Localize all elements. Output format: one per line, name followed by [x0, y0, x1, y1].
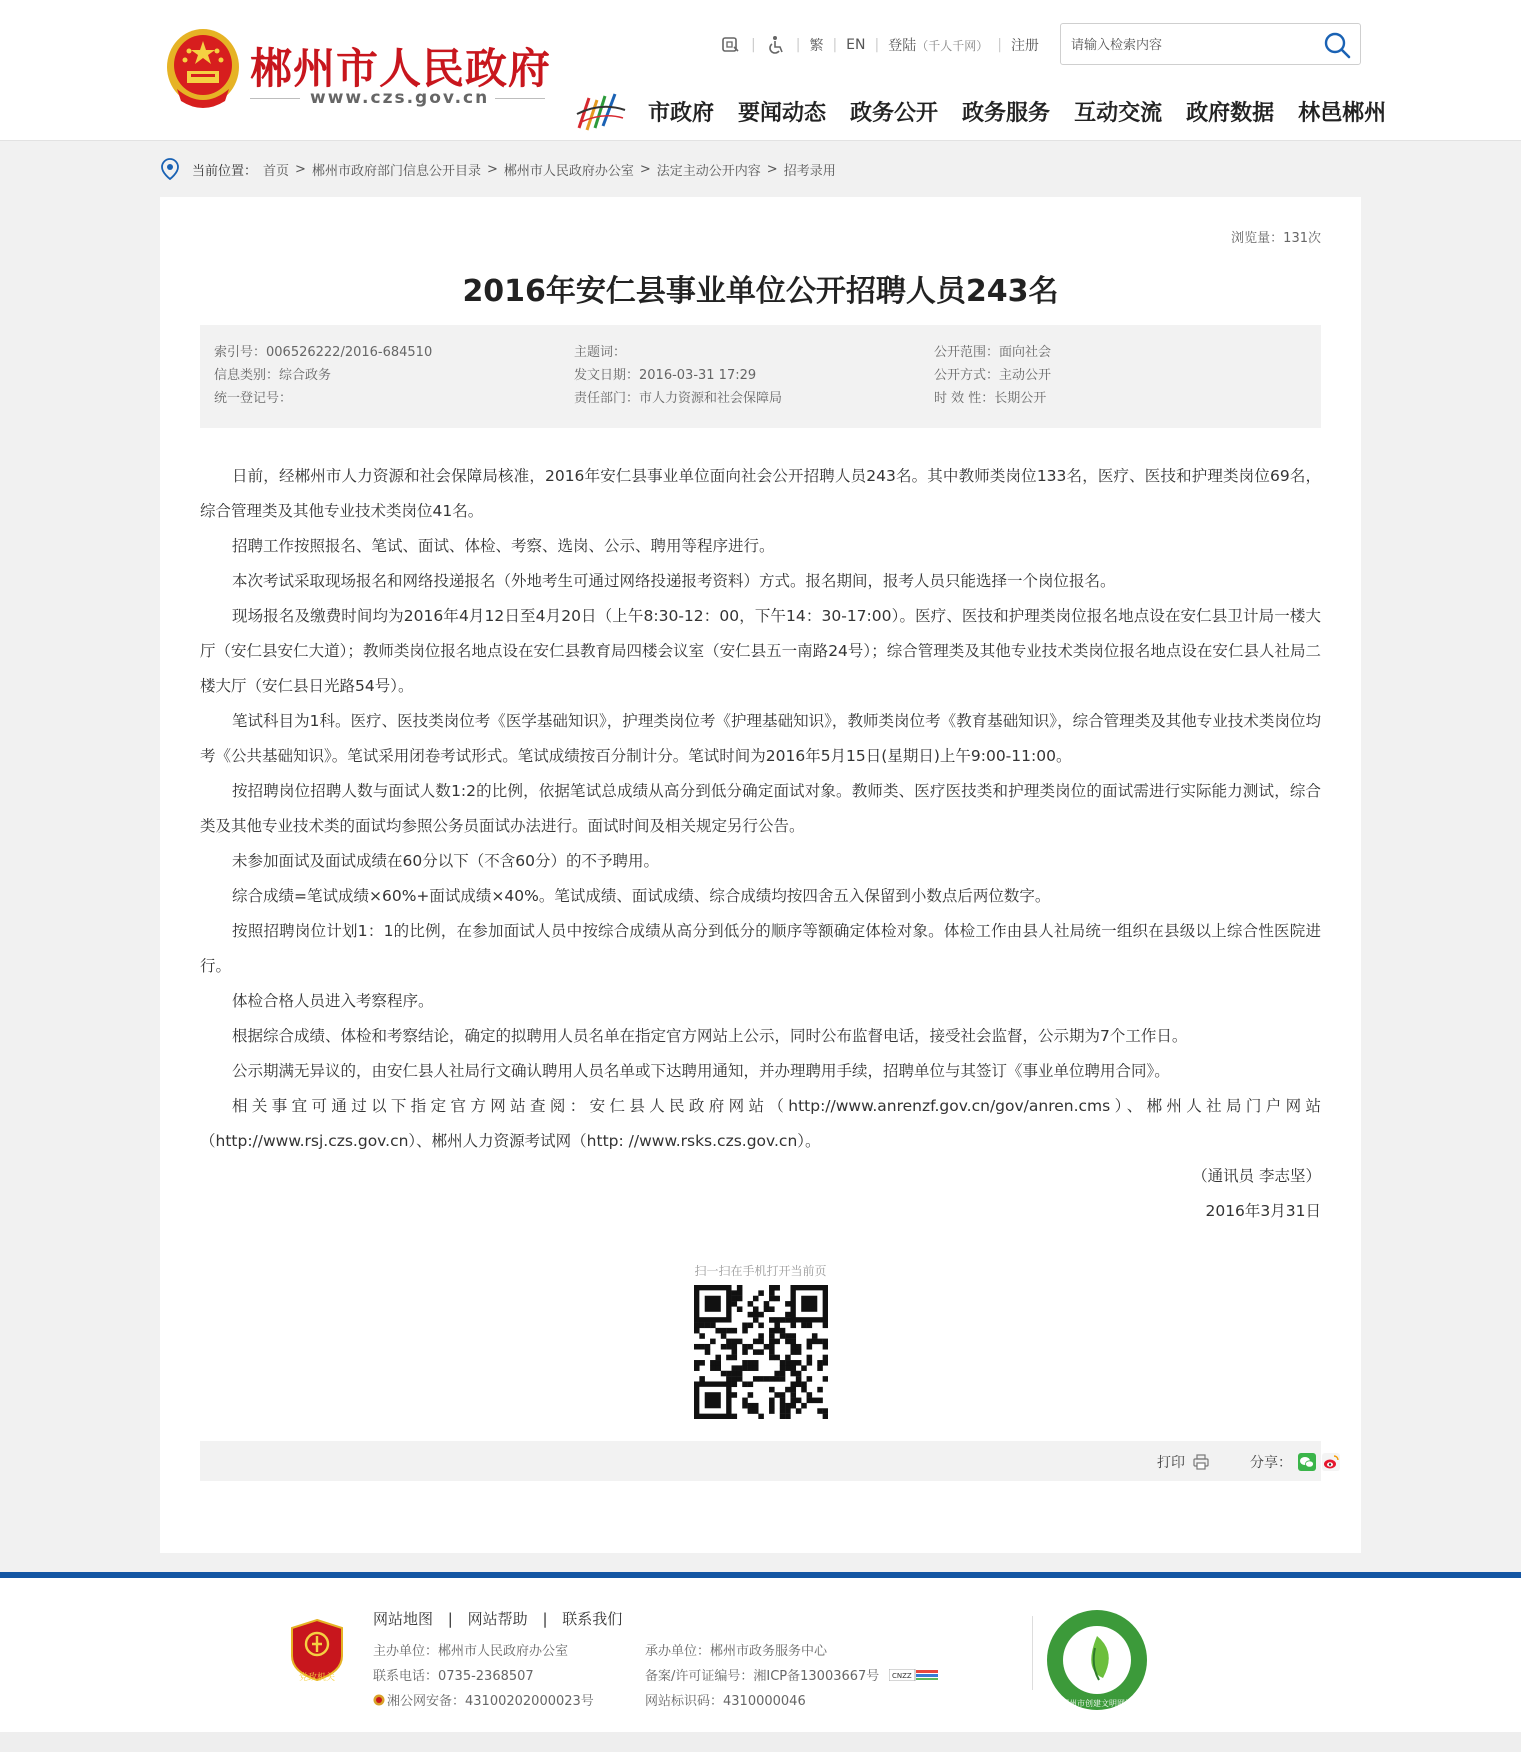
article-meta: [200, 325, 1321, 428]
paragraph: 根据综合成绩、体检和考察结论，确定的拟聘用人员名单在指定官方网站上公示，同时公布监督电话，接受社会监督，公示期为7个工作日。: [232, 1027, 1188, 1045]
breadcrumb: [160, 158, 836, 180]
qr-caption: 扫一扫在手机打开当前页: [694, 1264, 827, 1278]
site-url: www.czs.gov.cn: [310, 88, 490, 108]
share-group: [1250, 1452, 1340, 1472]
breadcrumb-separator: >: [766, 161, 778, 177]
paragraph: 公示期满无异议的，由安仁县人社局行文确认聘用人员名单或下达聘用通知，并办理聘用手续，招聘单位与其签订《事业单位聘用合同》。: [232, 1062, 1170, 1080]
article-card: [160, 197, 1361, 1553]
civil-badge-text: 郴州市创建文明网站: [1061, 1699, 1133, 1708]
search-button[interactable]: [1322, 30, 1352, 60]
separator: |: [542, 1610, 548, 1628]
paragraph: 体检合格人员进入考察程序。: [232, 992, 434, 1010]
search-icon: [1322, 30, 1352, 60]
linyi-logo-icon: [575, 88, 627, 134]
footer-police-record: [373, 1690, 594, 1709]
party-badge-text: 党政机关: [298, 1673, 335, 1683]
login-link[interactable]: 登陆: [888, 38, 917, 54]
print-label: 打印: [1157, 1455, 1185, 1471]
site-footer: [0, 1572, 1521, 1732]
qr-section: [160, 1262, 1361, 1423]
nav-item-city-gov[interactable]: 市政府: [648, 101, 715, 126]
article-date: 2016年3月31日: [1205, 1202, 1321, 1220]
accessibility-font-icon[interactable]: [720, 35, 742, 55]
breadcrumb-recruitment[interactable]: 招考录用: [783, 163, 836, 179]
paragraph: 日前，经郴州市人力资源和社会保障局核准，2016年安仁县事业单位面向社会公开招聘人员243名。其中教师类岗位133名，医疗、医技和护理类岗位69名，综合管理类及其他专业技术类岗位41名。: [200, 467, 1321, 520]
search-box: [1060, 23, 1361, 65]
paragraph: 相关事宜可通过以下指定官方网站查阅：安仁县人民政府网站（http://www.anrenzf.gov.cn/gov/anren.cms）、郴州人社局门户网站（http://www.rsj.czs.gov.cn）、郴州人力资源考试网（http: //www.rsks.czs.gov.cn）。: [200, 1097, 1321, 1150]
article-signature: （通讯员 李志坚）: [1192, 1167, 1321, 1185]
footer-link-help[interactable]: 网站帮助: [467, 1610, 528, 1628]
footer-phone: 联系电话：0735-2368507: [373, 1669, 534, 1684]
footer-site-code: 网站标识码：4310000046: [645, 1694, 806, 1709]
nav-item-linyi-chenzhou[interactable]: 林邑郴州: [1298, 101, 1387, 126]
breadcrumb-separator: >: [639, 161, 651, 177]
printer-icon: [1193, 1454, 1209, 1470]
nav-item-gov-affairs-open[interactable]: 政务公开: [850, 101, 939, 126]
svg-text:CNZZ: CNZZ: [892, 1672, 913, 1680]
paragraph: 按照招聘岗位计划1：1的比例，在参加面试人员中按综合成绩从高分到低分的顺序等额确定体检对象。体检工作由县人社局统一组织在县级以上综合性医院进行。: [200, 922, 1321, 975]
national-emblem-icon[interactable]: [165, 27, 241, 111]
nav-item-gov-services[interactable]: 政务服务: [962, 101, 1051, 126]
nav-item-interaction[interactable]: 互动交流: [1074, 101, 1163, 126]
paragraph: 笔试科目为1科。医疗、医技类岗位考《医学基础知识》，护理类岗位考《护理基础知识》，教师类岗位考《教育基础知识》，综合管理类及其他专业技术类岗位均考《公共基础知识》。笔试采用闭卷考试形式。笔试成绩按百分制计分。笔试时间为2016年5月15日(星期日)上午9:00-11:00。: [200, 712, 1321, 765]
separator: |: [795, 37, 801, 53]
breadcrumb-separator: >: [295, 161, 306, 177]
nav-item-gov-data[interactable]: 政府数据: [1186, 101, 1275, 126]
paragraph: 本次考试采取现场报名和网络投递报名（外地考生可通过网络投递报考资料）方式。报名期间，报考人员只能选择一个岗位报名。: [232, 572, 1116, 590]
breadcrumb-gov-office[interactable]: 郴州市人民政府办公室: [503, 163, 634, 179]
footer-organizer: 承办单位：郴州市政务服务中心: [645, 1644, 828, 1659]
separator: |: [832, 37, 838, 53]
site-url-row: [250, 88, 545, 108]
breadcrumb-dept-catalog[interactable]: 郴州市政府部门信息公开目录: [311, 163, 481, 179]
share-label: 分享：: [1250, 1455, 1292, 1471]
article-body: [200, 459, 1321, 1229]
meta-method: 公开方式：主动公开: [934, 368, 1052, 383]
login-note: （千人千网）: [916, 38, 989, 53]
divider: [1032, 1616, 1033, 1690]
qr-code-icon: [694, 1285, 828, 1419]
print-button[interactable]: [1157, 1452, 1209, 1472]
cnzz-stats-icon[interactable]: [889, 1669, 939, 1681]
paragraph: 按招聘岗位招聘人数与面试人数1:2的比例，依据笔试总成绩从高分到低分确定面试对象。教师类、医疗医技类和护理类岗位的面试需进行实际能力测试，综合类及其他专业技术类的面试均参照公务员面试办法进行。面试时间及相关规定另行公告。: [200, 782, 1321, 835]
civilized-website-badge-icon[interactable]: [1045, 1608, 1149, 1712]
footer-links: [373, 1608, 622, 1629]
weibo-icon[interactable]: [1322, 1453, 1340, 1471]
meta-validity: 时 效 性：长期公开: [934, 391, 1047, 406]
share-bar: [200, 1441, 1321, 1481]
meta-scope: 公开范围：面向社会: [934, 345, 1052, 360]
separator: |: [997, 37, 1002, 53]
location-pin-icon: [160, 158, 180, 180]
article-title: 2016年安仁县事业单位公开招聘人员243名: [462, 274, 1059, 309]
divider: [250, 98, 300, 99]
footer-link-contact[interactable]: 联系我们: [562, 1610, 623, 1628]
breadcrumb-separator: >: [486, 161, 498, 177]
paragraph: 综合成绩=笔试成绩×60%+面试成绩×40%。笔试成绩、面试成绩、综合成绩均按四舍五入保留到小数点后两位数字。: [232, 887, 1051, 905]
separator: |: [447, 1610, 453, 1628]
paragraph: 未参加面试及面试成绩在60分以下（不含60分）的不予聘用。: [232, 852, 659, 870]
meta-info-category: 信息类别：综合政务: [214, 368, 332, 383]
view-count: 浏览量：131次: [1231, 231, 1321, 246]
main-nav: [648, 96, 1386, 127]
breadcrumb-home[interactable]: 首页: [263, 163, 290, 179]
register-link[interactable]: 注册: [1010, 38, 1039, 54]
footer-icp: [645, 1665, 939, 1684]
meta-subject: 主题词：: [574, 345, 627, 360]
divider: [495, 98, 545, 99]
footer-police-text: 湘公网安备：43100202000023号: [387, 1694, 594, 1709]
breadcrumb-statutory-content[interactable]: 法定主动公开内容: [656, 163, 761, 179]
meta-dept: 责任部门：市人力资源和社会保障局: [574, 391, 783, 406]
meta-issue-date: 发文日期：2016-03-31 17:29: [574, 368, 757, 383]
meta-unified-reg-no: 统一登记号：: [214, 391, 293, 406]
footer-icp-text: 备案/许可证编号：湘ICP备13003667号: [645, 1669, 880, 1684]
header-toolbar: [720, 34, 1039, 56]
site-header: [0, 0, 1521, 141]
english-link[interactable]: EN: [846, 37, 866, 53]
police-badge-icon: [373, 1694, 385, 1706]
wechat-icon[interactable]: [1298, 1453, 1316, 1471]
paragraph: 现场报名及缴费时间均为2016年4月12日至4月20日（上午8:30-12：00，下午14：30-17:00）。医疗、医技和护理类岗位报名地点设在安仁县卫计局一楼大厅（安仁县安仁大道）；教师类岗位报名地点设在安仁县教育局四楼会议室（安仁县五一南路24号）；综合管理类及其他专业技术类岗位报名地点设在安仁县人社局二楼大厅（安仁县日光路54号）。: [200, 607, 1321, 695]
paragraph: 招聘工作按照报名、笔试、面试、体检、考察、选岗、公示、聘用等程序进行。: [232, 537, 775, 555]
traditional-chinese-link[interactable]: 繁: [809, 38, 824, 54]
site-title[interactable]: 郴州市人民政府: [250, 44, 552, 93]
footer-link-sitemap[interactable]: 网站地图: [373, 1610, 434, 1628]
accessibility-icon[interactable]: [765, 35, 787, 55]
breadcrumb-label: 当前位置：: [192, 163, 258, 179]
meta-index-no: 索引号：006526222/2016-684510: [214, 345, 433, 360]
separator: |: [874, 37, 880, 53]
nav-item-news[interactable]: 要闻动态: [738, 101, 827, 126]
footer-bottom-strip: [0, 1732, 1521, 1752]
separator: |: [751, 37, 756, 53]
footer-sponsor: 主办单位：郴州市人民政府办公室: [373, 1644, 569, 1659]
search-input[interactable]: [1071, 33, 1311, 57]
